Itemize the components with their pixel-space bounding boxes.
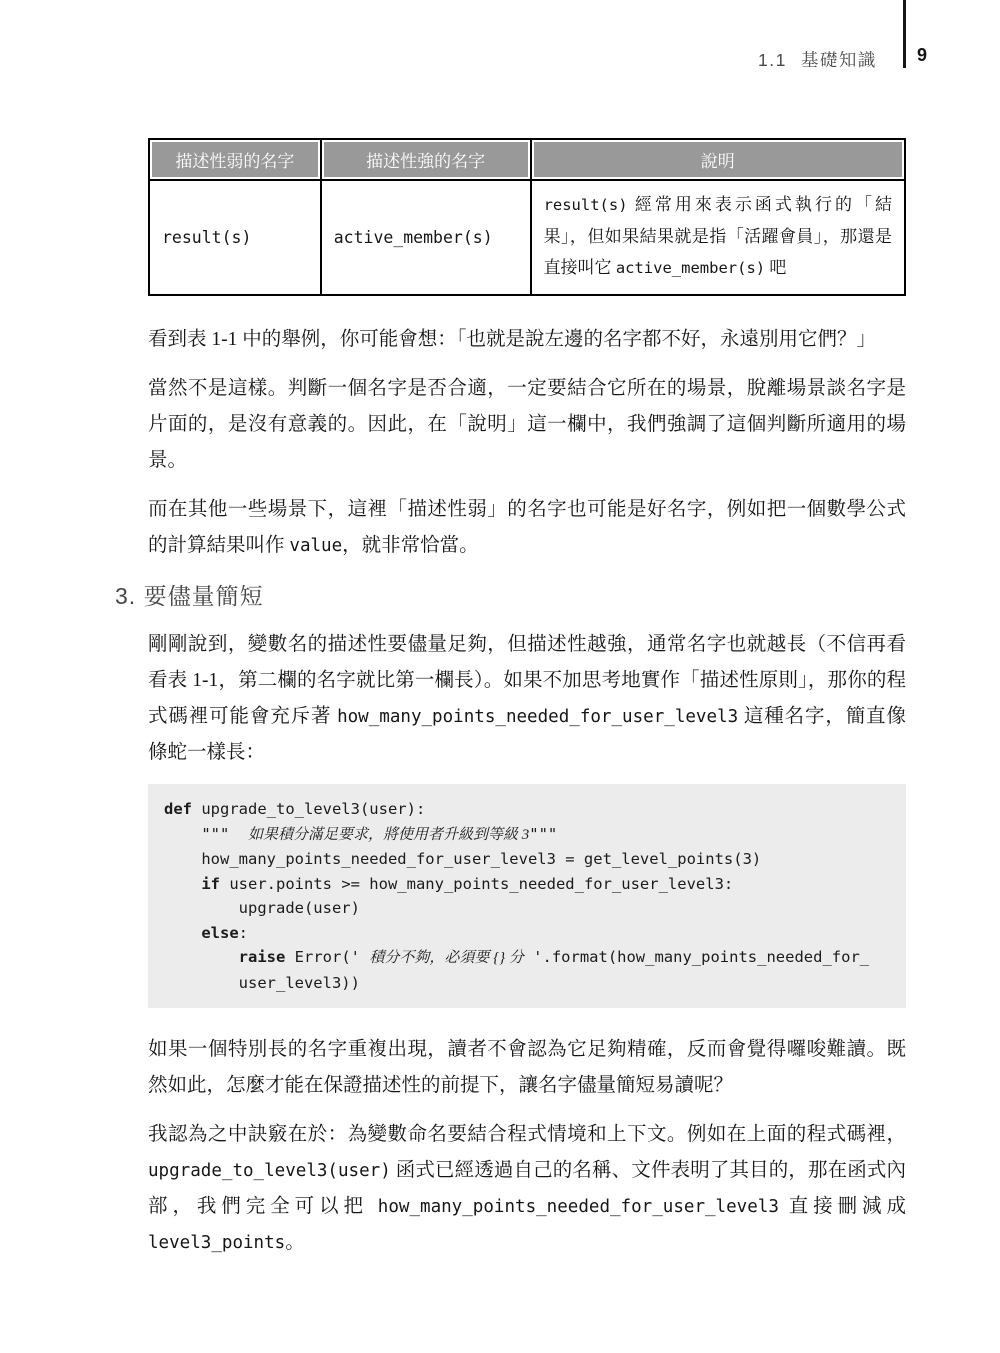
running-header (758, 47, 877, 72)
code-line: else: (201, 923, 248, 942)
code-line: raise Error(' 積分不夠，必須要 {} 分 '.format(how_many_points_needed_for_ (238, 948, 870, 966)
section-number: 1.1 (758, 50, 787, 70)
cell-explanation: result(s) 經常用來表示函式執行的「結果」，但如果結果就是指「活躍會員」，那還是直接叫它 active_member(s) 吧 (531, 180, 905, 295)
code-line: def upgrade_to_level3(user): (164, 800, 426, 818)
naming-comparison-table (148, 138, 906, 296)
code-line: if user.points >= how_many_points_needed_for_user_level3: (201, 874, 734, 893)
paragraph-4: 剛剛說到，變數名的描述性要儘量足夠，但描述性越強，通常名字也就越長（不信再看看表 1-1，第二欄的名字就比第一欄長）。如果不加思考地實作「描述性原則」，那你的程式碼裡可能會充斥著 how_many_points_needed_for_user_level3 這種名字，簡直像條蛇一樣長： (148, 634, 906, 763)
code-line: how_many_points_needed_for_user_level3 = get_level_points(3) (164, 850, 762, 868)
paragraph-2: 當然不是這樣。判斷一個名字是否合適，一定要結合它所在的場景，脫離場景談名字是片面的，是沒有意義的。因此，在「說明」這一欄中，我們強調了這個判斷所適用的場景。 (148, 378, 906, 471)
paragraph-3: 而在其他一些場景下，這裡「描述性弱」的名字也可能是好名字，例如把一個數學公式的計算結果叫作 value，就非常恰當。 (148, 499, 906, 556)
table-row (149, 180, 905, 295)
code-line: upgrade(user) (164, 899, 360, 917)
section-title: 基礎知識 (800, 50, 877, 70)
column-header-weak: 描述性弱的名字 (149, 139, 321, 180)
paragraph-6: 我認為之中訣竅在於：為變數命名要結合程式情境和上下文。例如在上面的程式碼裡，upgrade_to_level3(user) 函式已經透過自己的名稱、文件表明了其目的，那在函式內部，我們完全可以把 how_many_points_needed_for_user_level3 直接刪減成 level3_points。 (148, 1124, 906, 1253)
table-header-row (149, 139, 905, 180)
page-content (115, 138, 906, 1274)
page-number: 9 (917, 45, 928, 65)
code-line: user_level3)) (164, 973, 360, 992)
cell-strong-name: active_member(s) (321, 180, 531, 295)
code-block (148, 784, 906, 1008)
section-heading: 3. 要儘量簡短 (115, 583, 264, 609)
code-line: """ 如果積分滿足要求，將使用者升級到等級 3""" (164, 824, 558, 843)
header-divider-rule (903, 0, 906, 68)
paragraph-5: 如果一個特別長的名字重複出現，讀者不會認為它足夠精確，反而會覺得囉唆難讀。既然如此，怎麼才能在保證描述性的前提下，讓名字儘量簡短易讀呢？ (148, 1039, 906, 1096)
column-header-note: 說明 (531, 139, 905, 180)
column-header-strong: 描述性強的名字 (321, 139, 531, 180)
paragraph-1: 看到表 1-1 中的舉例，你可能會想：「也就是說左邊的名字都不好，永遠別用它們？」 (148, 329, 876, 350)
cell-weak-name: result(s) (149, 180, 321, 295)
